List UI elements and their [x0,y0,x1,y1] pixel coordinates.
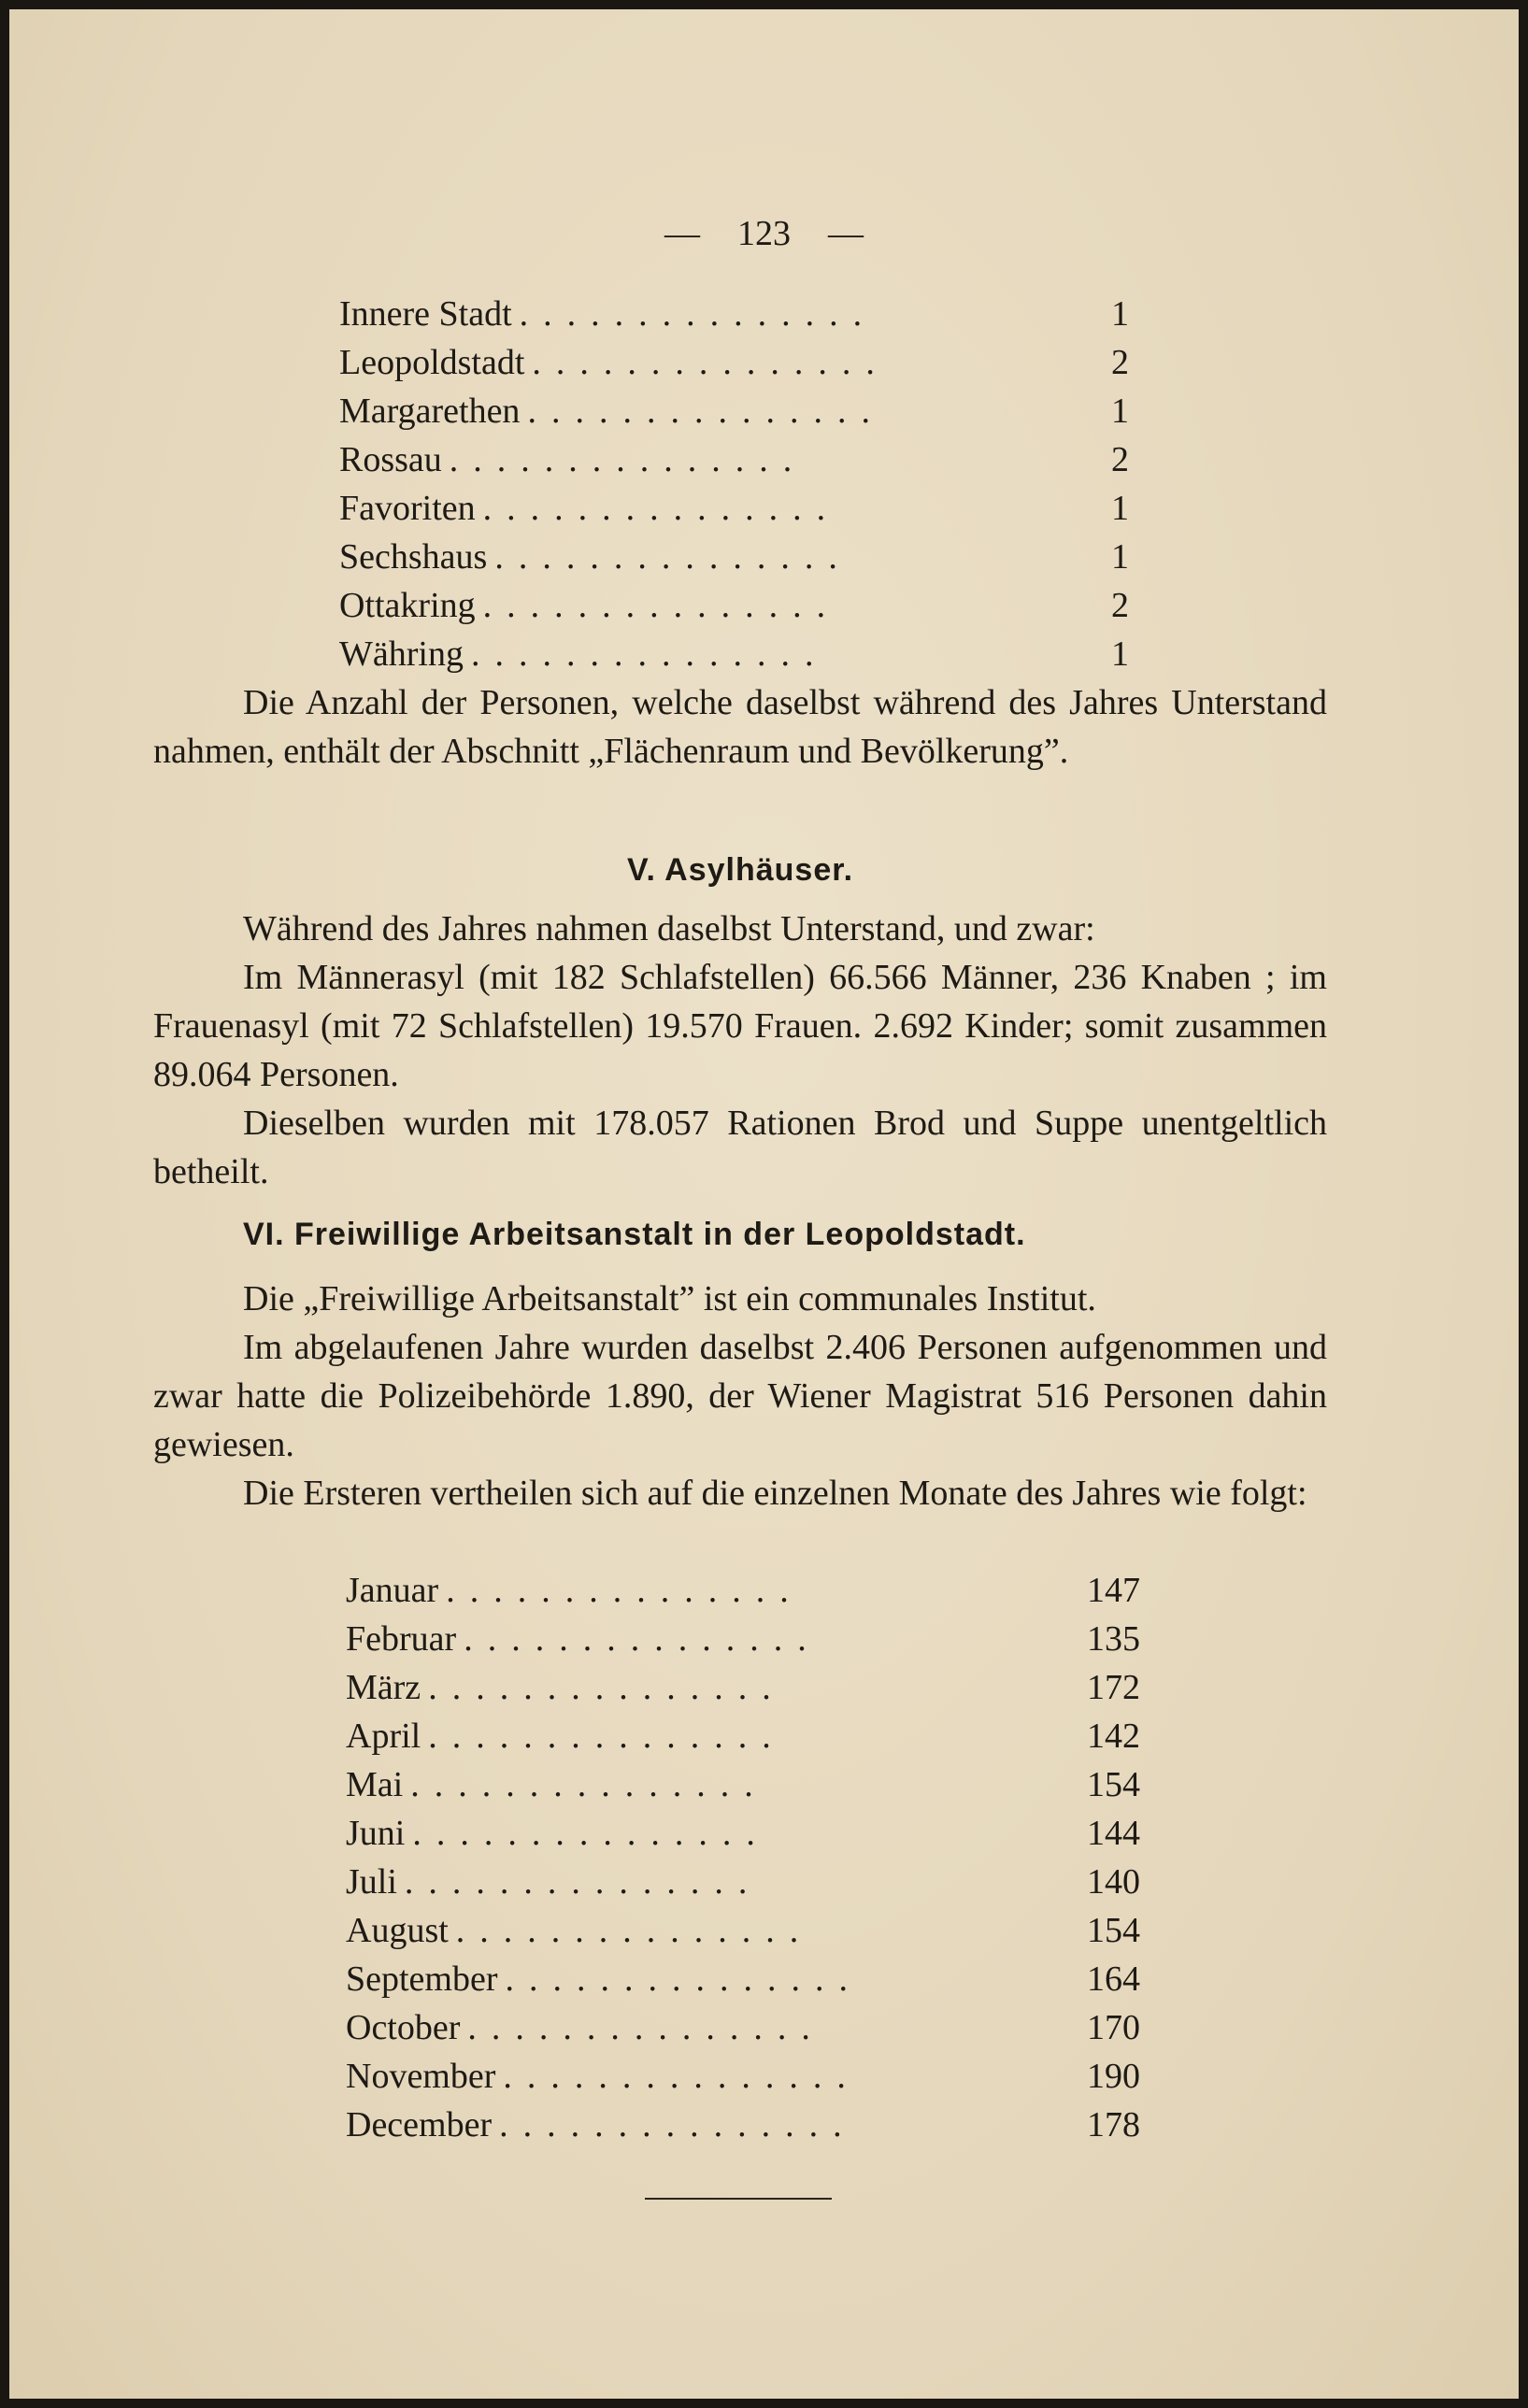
list-item [346,1906,1140,1955]
book-page [9,9,1519,2399]
paragraph-text: Während des Jahres nahmen daselbst Unterstand, und zwar: [243,909,1095,948]
month-value: 170 [1087,2008,1140,2047]
dot-leader: ............... [519,294,878,334]
paragraph-rations [153,1099,1327,1196]
list-item [339,533,1129,581]
list-item [339,338,1129,387]
district-value: 1 [1111,489,1129,528]
district-value: 2 [1111,343,1129,382]
paragraph-text: Im abgelaufenen Jahre wurden daselbst 2.406 Personen aufgenommen und zwar hatte die Polizeibehörde 1.890, der Wiener Magistrat 516 Personen dahin gewiesen. [153,1328,1327,1464]
dot-leader: ............... [527,392,885,431]
month-value: 154 [1087,1765,1140,1804]
paragraph-text: Die Anzahl der Personen, welche daselbst während des Jahres Unterstand nahmen, enthält der Abschnitt „Flächenraum und Bevölkerung”. [153,683,1327,771]
list-item [346,1955,1140,2003]
dot-leader: ............... [412,1814,770,1853]
district-value: 1 [1111,392,1129,431]
district-value: 1 [1111,294,1129,334]
paragraph-monthly-intro [153,1469,1327,1517]
district-name: Währing [339,634,464,674]
dot-leader: ............... [482,489,841,528]
dot-leader: ............... [499,2105,857,2144]
list-item [346,1712,1140,1760]
section-heading-arbeitsanstalt: VI. Freiwillige Arbeitsanstalt in der Leopoldstadt. [243,1217,1026,1252]
list-item [339,484,1129,533]
dot-leader: ............... [467,2008,825,2047]
month-value: 190 [1087,2057,1140,2096]
month-name: Januar [346,1571,439,1610]
month-name: Juli [346,1862,397,1902]
district-value: 2 [1111,586,1129,625]
dot-leader: ............... [446,1571,804,1610]
dot-leader: ............... [428,1717,786,1756]
dot-leader: ............... [404,1862,763,1902]
end-rule [645,2198,832,2200]
list-item [339,290,1129,338]
district-name: Favoriten [339,489,476,528]
district-value: 2 [1111,440,1129,479]
month-value: 140 [1087,1862,1140,1902]
month-name: April [346,1717,421,1756]
dash-right: — [828,214,864,253]
paragraph-text: Dieselben wurden mit 178.057 Rationen Brod und Suppe unentgeltlich betheilt. [153,1104,1327,1191]
month-value: 164 [1087,1959,1140,1999]
month-value: 172 [1087,1668,1140,1707]
list-item [339,387,1129,435]
dot-leader: ............... [505,1959,864,1999]
month-name: October [346,2008,461,2047]
list-item [346,2052,1140,2101]
month-value: 178 [1087,2105,1140,2144]
month-name: Juni [346,1814,406,1853]
month-value: 147 [1087,1571,1140,1610]
list-item [346,2101,1140,2149]
list-item [346,1615,1140,1663]
list-item [346,1760,1140,1809]
month-name: Februar [346,1619,457,1659]
dot-leader: ............... [449,440,807,479]
paragraph-institute [153,1275,1327,1323]
dot-leader: ............... [464,1619,821,1659]
month-name: December [346,2105,493,2144]
district-name: Ottakring [339,586,476,625]
list-item [346,1566,1140,1615]
dot-leader: ............... [532,343,890,382]
month-value: 144 [1087,1814,1140,1853]
list-item [346,1858,1140,1906]
paragraph-admissions [153,1323,1327,1469]
month-value: 154 [1087,1911,1140,1950]
month-value: 135 [1087,1619,1140,1659]
dot-leader: ............... [410,1765,768,1804]
page-number [9,213,1519,254]
district-value: 1 [1111,537,1129,577]
month-name: Mai [346,1765,404,1804]
dot-leader: ............... [470,634,829,674]
month-value: 142 [1087,1717,1140,1756]
dot-leader: ............... [482,586,841,625]
page-number-value: 123 [737,214,791,253]
month-name: September [346,1959,498,1999]
paragraph-text: Die „Freiwillige Arbeitsanstalt” ist ein communales Institut. [243,1279,1096,1318]
district-name: Rossau [339,440,442,479]
paragraph-text: Die Ersteren vertheilen sich auf die einzelnen Monate des Jahres wie folgt: [243,1474,1307,1513]
list-item [346,2003,1140,2052]
dot-leader: ............... [503,2057,861,2096]
dot-leader: ............... [455,1911,814,1950]
month-name: August [346,1911,449,1950]
month-name: März [346,1668,421,1707]
paragraph-intro [153,905,1327,953]
month-name: November [346,2057,496,2096]
list-item [339,630,1129,678]
list-item [346,1663,1140,1712]
list-item [339,435,1129,484]
dot-leader: ............... [428,1668,786,1707]
dot-leader: ............... [494,537,852,577]
district-value: 1 [1111,634,1129,674]
district-name: Leopoldstadt [339,343,525,382]
list-item [339,581,1129,630]
district-name: Sechshaus [339,537,488,577]
district-name: Innere Stadt [339,294,512,334]
paragraph-asylum-stats [153,953,1327,1099]
paragraph-persons-count [153,678,1327,776]
district-name: Margarethen [339,392,521,431]
paragraph-text: Im Männerasyl (mit 182 Schlafstellen) 66.566 Männer, 236 Knaben ; im Frauenasyl (mit 72 Schlafstellen) 19.570 Frauen. 2.692 Kinder; somit zusammen 89.064 Personen. [153,958,1327,1094]
list-item [346,1809,1140,1858]
dash-left: — [664,214,700,253]
section-heading-asylhaeuser: V. Asylhäuser. [626,852,854,888]
